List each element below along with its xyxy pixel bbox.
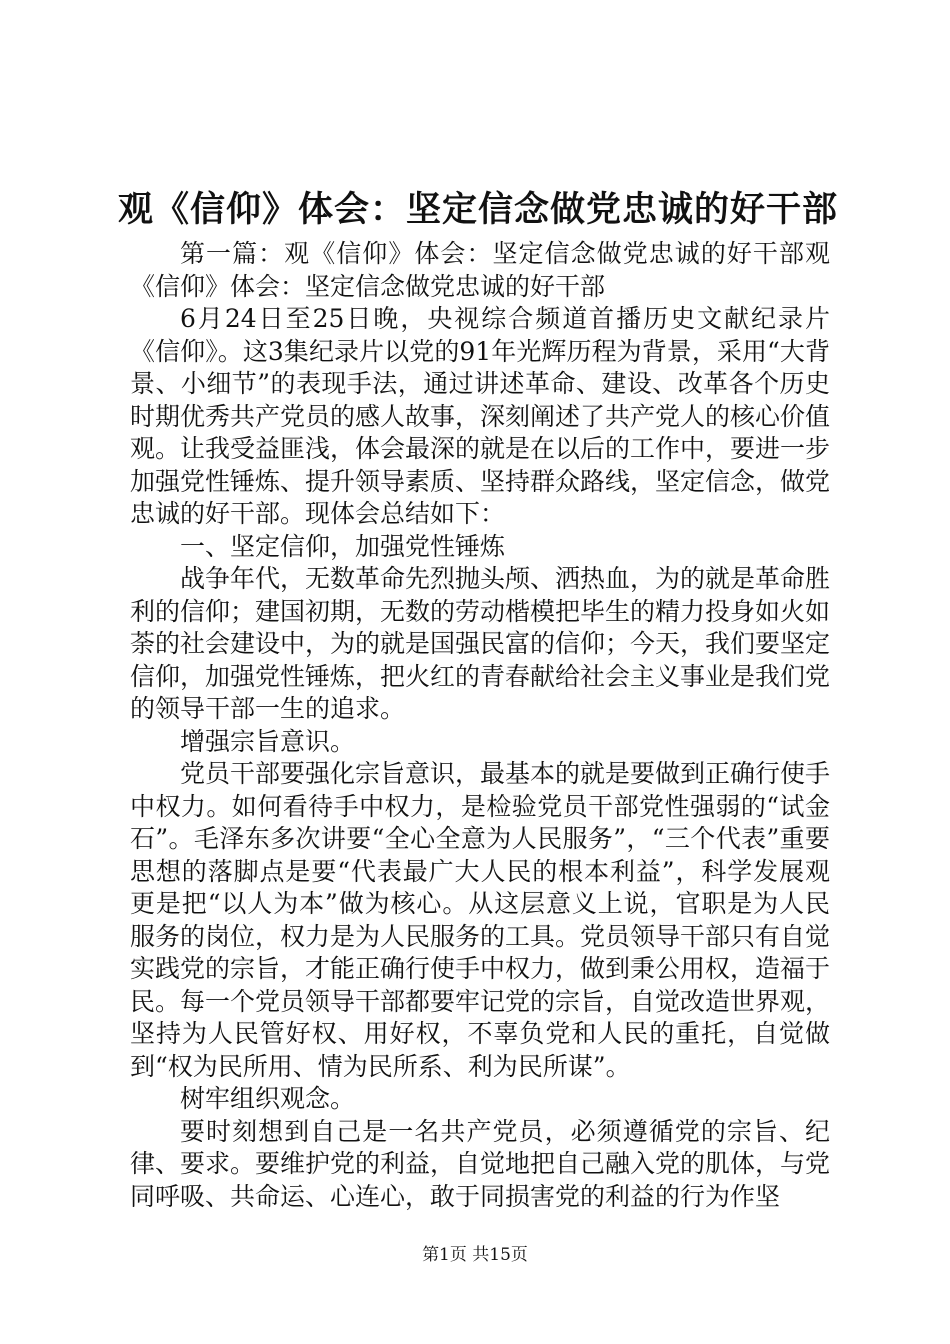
paragraph-section-1: 战争年代，无数革命先烈抛头颅、洒热血，为的就是革命胜利的信仰；建国初期，无数的劳动楷模把毕生的精力投身如火如荼的社会建设中，为的就是国强民富的信仰；今天，我们要坚定信仰，加强党性锤炼，把火红的青春献给社会主义事业是我们党的领导干部一生的追求。 (130, 564, 831, 723)
subheading-purpose: 增强宗旨意识。 (180, 726, 356, 756)
paragraph-background: 6月24日至25日晚，央视综合频道首播历史文献纪录片《信仰》。这3集纪录片以党的91年光辉历程为背景，采用“大背景、小细节”的表现手法，通过讲述革命、建设、改革各个历史时期优秀共产党员的感人故事，深刻阐述了共产党人的核心价值观。让我受益匪浅，体会最深的就是在以后的工作中，要进一步加强党性锤炼、提升领导素质、坚持群众路线，坚定信念，做党忠诚的好干部。现体会总结如下： (130, 304, 831, 528)
document-body (130, 238, 830, 1213)
section-heading-1: 一、坚定信仰，加强党性锤炼 (180, 531, 506, 561)
page-footer: 第1页 共15页 (422, 1245, 528, 1265)
document-title: 观《信仰》体会：坚定信念做党忠诚的好干部 (118, 189, 839, 230)
paragraph-organization: 要时刻想到自己是一名共产党员，必须遵循党的宗旨、纪律、要求。要维护党的利益，自觉地把自己融入党的肌体，与党同呼吸、共命运、心连心，敢于同损害党的利益的行为作坚 (130, 1116, 831, 1211)
paragraph-intro: 第一篇：观《信仰》体会：坚定信念做党忠诚的好干部观《信仰》体会：坚定信念做党忠诚的好干部 (130, 239, 830, 301)
paragraph-purpose: 党员干部要强化宗旨意识，最基本的就是要做到正确行使手中权力。如何看待手中权力，是检验党员干部党性强弱的“试金石”。毛泽东多次讲要“全心全意为人民服务”，“三个代表”重要思想的落脚点是要“代表最广大人民的根本利益”，科学发展观更是把“以人为本”做为核心。从这层意义上说，官职是为人民服务的岗位，权力是为人民服务的工具。党员领导干部只有自觉实践党的宗旨，才能正确行使手中权力，做到秉公用权，造福于民。每一个党员领导干部都要牢记党的宗旨，自觉改造世界观，坚持为人民管好权、用好权，不辜负党和人民的重托，自觉做到“权为民所用、情为民所系、利为民所谋”。 (130, 759, 831, 1081)
subheading-organization: 树牢组织观念。 (180, 1084, 356, 1113)
